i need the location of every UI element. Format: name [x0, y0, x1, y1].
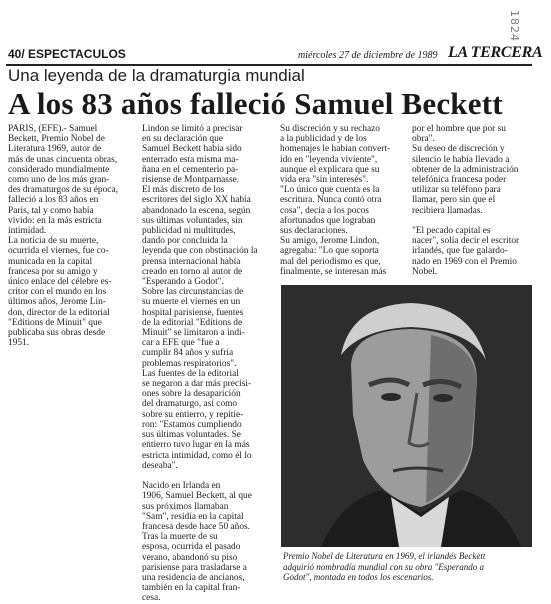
- beckett-portrait-photo: [281, 285, 532, 547]
- newspaper-name: LA TERCERA: [448, 44, 543, 61]
- article-headline: A los 83 años falleció Samuel Beckett: [8, 86, 503, 121]
- photo-caption: Premio Nobel de Literatura en 1969, el irlandés Beckett adquirió nombradía mundial con su obra "Esperando a Godot", montada en todos los escenarios.: [283, 551, 486, 582]
- section-label: 40/ ESPECTACULOS: [8, 47, 126, 61]
- article-column-1: PARIS, (EFE).- Samuel Beckett, Premio Nobel de Literatura 1969, autor de más de unas cincuenta obras, considerado mundialmente como uno de los más gran- des dramaturgos de su época, falleció a los 83 años en París, tal y como había vivido: en la más estricta intimidad. La noticia de su muerte, ocurrida el viernes, fue co- municada en la capital francesa por su amigo y único enlace del célebre es- critor con el mundo en los últimos años, Jerome Lin- don, director de la editorial "Editions de Minuit" que publicaba sus obras desde 1951.: [8, 124, 118, 349]
- portrait-illustration: [281, 285, 532, 547]
- article-kicker: Una leyenda de la dramaturgia mundial: [8, 66, 305, 85]
- handwritten-archive-number: 1824: [508, 10, 521, 42]
- article-column-4: por el hombre que por su obra". Su deseo de discreción y silencio le había llevado a obtener de la administración telefónica francesa poder utilizar su teléfono para llamar, pero sin que el recibiera llamadas. "El pecado capital es nacer", solía decir el escritor irlandés, que fue galardo- nado en 1969 con el Premio Nobel.: [412, 124, 520, 277]
- article-column-3: Su discreción y su rechazo a la publicidad y de los homenajes le habían convert- ido en "leyenda viviente", aunque el explicara que su vida era "sin interesés". "Lo único que cuenta es la escritura. Nunca contó otra cosa", decía a los pocos afortunados que lograban sus declaraciones. Su amigo, Jerome Lindon, agregaba: "Lo que soporta mal del periodismo es que, finalmente, se interesan más: [280, 124, 391, 277]
- publication-date: miércoles 27 de diciembre de 1989: [298, 50, 438, 61]
- article-column-2: Lindon se limitó a precisar en su declaración que Samuel Beckett había sido enterrado esta misma ma- ñana en el cementerio pa- risiense de Montparnasse. El más discreto de los escritores del siglo XX había abandonado la escena, según sus últimas voluntades, sin publicidad ni multitudes, dando por concluida la leyenda que con obstinación la prensa internacional había creado en torno al autor de "Esperando a Godot". Sobre las circunstancias de su muerte el viernes en un hospital parisiense, fuentes de la editorial "Editions de Minuit" se limitaron a indi- car a EFE que "fue a cumplir 84 años y sufría problemas respiratorios". Las fuentes de la editorial se negaron a dar más precisi- ones sobre la desaparición del dramaturgo, así como sobre su entierro, y repitie- ron: "Estamos cumpliendo sus últimas voluntades. Se entierro tuvo lugar en la más estricta intimidad, como él lo deseaba". Nacido en Irlanda en 1906, Samuel Beckett, al que sus próximos llamaban "Sam", residía en la capital francesa desde hace 50 años. Tras la muerte de su esposa, ocurrida el pasado verano, abandonó su piso parisiense para trasladarse a una residencia de ancianos, también en la capital fran- cesa.: [142, 124, 258, 604]
